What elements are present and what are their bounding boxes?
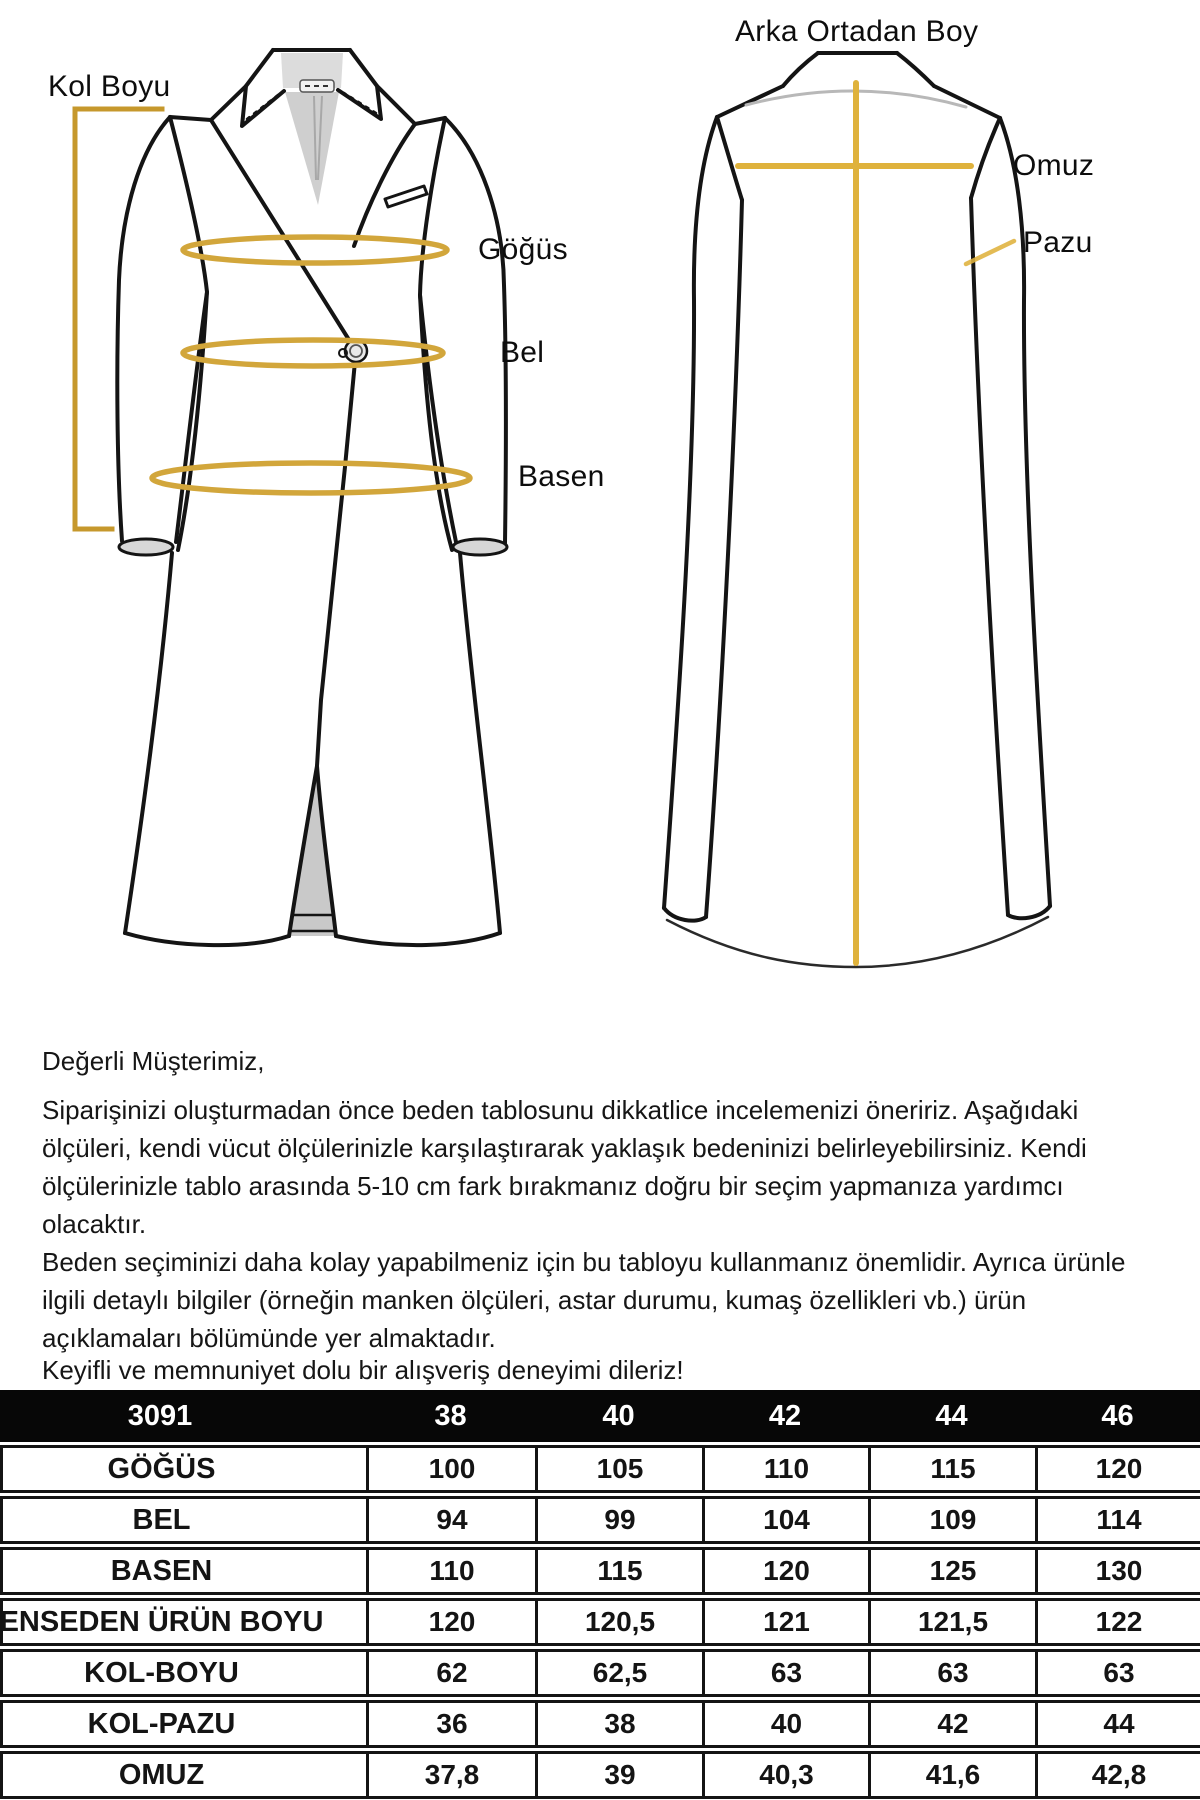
measurement-value: 40,3	[702, 1754, 868, 1796]
measurement-value: 121	[702, 1601, 868, 1643]
measurement-value: 63	[868, 1652, 1035, 1694]
label-sleeve-length: Kol Boyu	[48, 70, 171, 103]
measurement-value: 63	[702, 1652, 868, 1694]
note-paragraph-1: Siparişinizi oluşturmadan önce beden tablosunu dikkatlice incelemenizi öneririz. Aşağıdaki ölçüleri, kendi vücut ölçülerinizle karşılaştırarak yaklaşık bedeninizi belirleyebilirsiniz. Kendi ölçülerinizle tablo arasında 5-10 cm fark bırakmanız doğru bir seçim yapmanıza yardımcı olacaktır.	[42, 1095, 1087, 1239]
measurement-value: 39	[535, 1754, 702, 1796]
model-code-header: 3091	[127, 1399, 193, 1432]
label-bicep: Pazu	[1023, 226, 1093, 259]
label-hip: Basen	[518, 460, 605, 493]
size-table-row	[0, 1751, 1200, 1799]
measurement-value: 110	[702, 1448, 868, 1490]
size-header-40: 40	[602, 1399, 635, 1432]
size-header-38: 38	[434, 1399, 467, 1432]
size-table-row	[0, 1649, 1200, 1697]
measurement-value: 99	[535, 1499, 702, 1541]
measurement-value: 115	[535, 1550, 702, 1592]
measurement-value: 104	[702, 1499, 868, 1541]
label-chest: Göğüs	[478, 233, 568, 266]
size-table-row	[0, 1445, 1200, 1493]
size-table-header-row	[0, 1390, 1200, 1442]
measurement-value: 122	[1035, 1601, 1200, 1643]
size-header-46: 46	[1101, 1399, 1134, 1432]
measurement-value: 38	[535, 1703, 702, 1745]
measurement-value: 63	[1035, 1652, 1200, 1694]
size-table	[0, 1390, 1200, 1799]
label-shoulder: Omuz	[1013, 149, 1095, 182]
coat-fills	[117, 50, 1052, 968]
measurement-value: 62,5	[535, 1652, 702, 1694]
measurement-value: 41,6	[868, 1754, 1035, 1796]
measurement-label: KOL-BOYU	[84, 1656, 239, 1689]
measurement-label: OMUZ	[118, 1758, 205, 1791]
measurement-value: 109	[868, 1499, 1035, 1541]
measurement-label: KOL-PAZU	[87, 1707, 236, 1740]
size-header-44: 44	[935, 1399, 968, 1432]
measurement-label: BEL	[132, 1503, 191, 1536]
measurement-value: 115	[868, 1448, 1035, 1490]
front-cuff-right	[453, 539, 507, 555]
size-table-row	[0, 1547, 1200, 1595]
label-back-center-length: Arka Ortadan Boy	[735, 15, 979, 48]
size-table-row	[0, 1700, 1200, 1748]
size-table-row	[0, 1598, 1200, 1646]
measurement-value: 100	[366, 1448, 535, 1490]
measurement-value: 120	[702, 1550, 868, 1592]
measurement-value: 44	[1035, 1703, 1200, 1745]
measurement-value: 94	[366, 1499, 535, 1541]
measurement-label: BASEN	[110, 1554, 213, 1587]
measurement-value: 40	[702, 1703, 868, 1745]
measurement-label: ENSEDEN ÜRÜN BOYU	[0, 1605, 324, 1638]
note-paragraph-2: Beden seçiminizi daha kolay yapabilmeniz için bu tabloyu kullanmanız önemlidir. Ayrıca ürünle ilgili detaylı bilgiler (örneğin manken ölçüleri, astar durumu, kumaş özellikleri vb.) ürün açıklamaları bölümünde yer almaktadır.	[42, 1247, 1126, 1353]
measurement-value: 105	[535, 1448, 702, 1490]
customer-note	[42, 1042, 1168, 1357]
size-table-row	[0, 1496, 1200, 1544]
size-table-body	[0, 1445, 1200, 1799]
note-salutation: Değerli Müşterimiz,	[42, 1046, 265, 1076]
measurement-value: 114	[1035, 1499, 1200, 1541]
measurement-value: 62	[366, 1652, 535, 1694]
measurement-value: 120	[1035, 1448, 1200, 1490]
measurement-value: 130	[1035, 1550, 1200, 1592]
measurement-value: 110	[366, 1550, 535, 1592]
measurement-value: 42	[868, 1703, 1035, 1745]
note-closing: Keyifli ve memnuniyet dolu bir alışveriş deneyimi dileriz!	[42, 1355, 684, 1385]
size-header-42: 42	[768, 1399, 802, 1432]
measurement-value: 125	[868, 1550, 1035, 1592]
measurement-value: 36	[366, 1703, 535, 1745]
label-waist: Bel	[500, 336, 545, 369]
measurement-value: 42,8	[1035, 1754, 1200, 1796]
measurement-value: 121,5	[868, 1601, 1035, 1643]
measurement-label: GÖĞÜS	[107, 1452, 216, 1485]
measurement-value: 120,5	[535, 1601, 702, 1643]
measurement-value: 37,8	[366, 1754, 535, 1796]
measurement-value: 120	[366, 1601, 535, 1643]
front-cuff-left	[119, 539, 173, 555]
